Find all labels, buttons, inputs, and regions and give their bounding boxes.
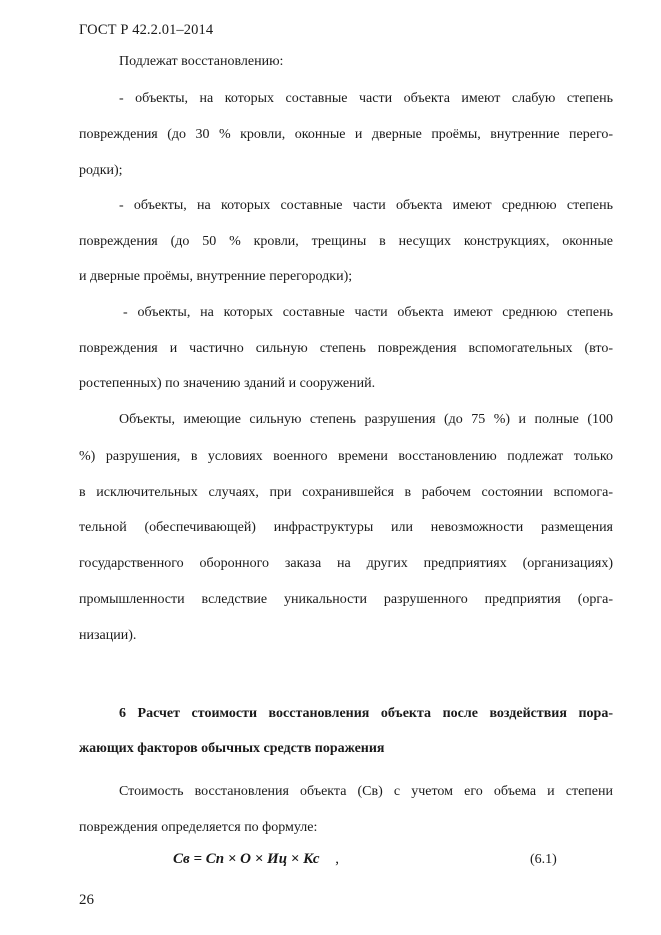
paragraph-line: и дверные проёмы, внутренние перегородки);: [79, 269, 353, 284]
paragraph-line: промышленности вследствие уникальности разрушенного предприятия (орга-: [79, 592, 613, 607]
formula-comma: ,: [335, 851, 340, 867]
paragraph-line: повреждения и частично сильную степень повреждения вспомогательных (вто-: [79, 341, 613, 356]
paragraph-line: в исключительных случаях, при сохранившейся в рабочем состоянии вспомога-: [79, 485, 613, 500]
paragraph-line: Стоимость восстановления объекта (Св) с учетом его объема и степени: [119, 784, 613, 799]
paragraph-line: повреждения (до 50 % кровли, трещины в несущих конструкциях, оконные: [79, 234, 613, 249]
paragraph-line: - объекты, на которых составные части объекта имеют среднюю степень: [119, 198, 613, 213]
paragraph-line: Объекты, имеющие сильную степень разрушения (до 75 %) и полные (100: [119, 412, 613, 427]
formula: [173, 851, 339, 868]
paragraph-line: - объекты, на которых составные части объекта имеют слабую степень: [119, 91, 613, 106]
paragraph-line: государственного оборонного заказа на других предприятиях (организациях): [79, 556, 613, 571]
paragraph-line: тельной (обеспечивающей) инфраструктуры или невозможности размещения: [79, 520, 613, 535]
page-header-standard: ГОСТ Р 42.2.01–2014: [79, 22, 214, 38]
formula-number: (6.1): [530, 852, 557, 867]
paragraph-line: Подлежат восстановлению:: [119, 54, 284, 69]
paragraph-line: низации).: [79, 628, 137, 643]
section-title-continuation: жающих факторов обычных средств поражения: [79, 741, 385, 756]
formula-expression: Cв = Cп × O × Иц × Кс: [173, 851, 320, 867]
paragraph-line: ростепенных) по значению зданий и сооружений.: [79, 376, 376, 391]
paragraph-line: повреждения определяется по формуле:: [79, 820, 318, 835]
page-number: 26: [79, 892, 94, 908]
paragraph-line: повреждения (до 30 % кровли, оконные и дверные проёмы, внутренние перего-: [79, 127, 613, 142]
section-title: 6 Расчет стоимости восстановления объекта после воздействия пора-: [119, 706, 613, 721]
paragraph-line: %) разрушения, в условиях военного времени восстановлению подлежат только: [79, 449, 613, 464]
paragraph-line: родки);: [79, 163, 123, 178]
paragraph-line: - объекты, на которых составные части объекта имеют среднюю степень: [123, 305, 613, 320]
